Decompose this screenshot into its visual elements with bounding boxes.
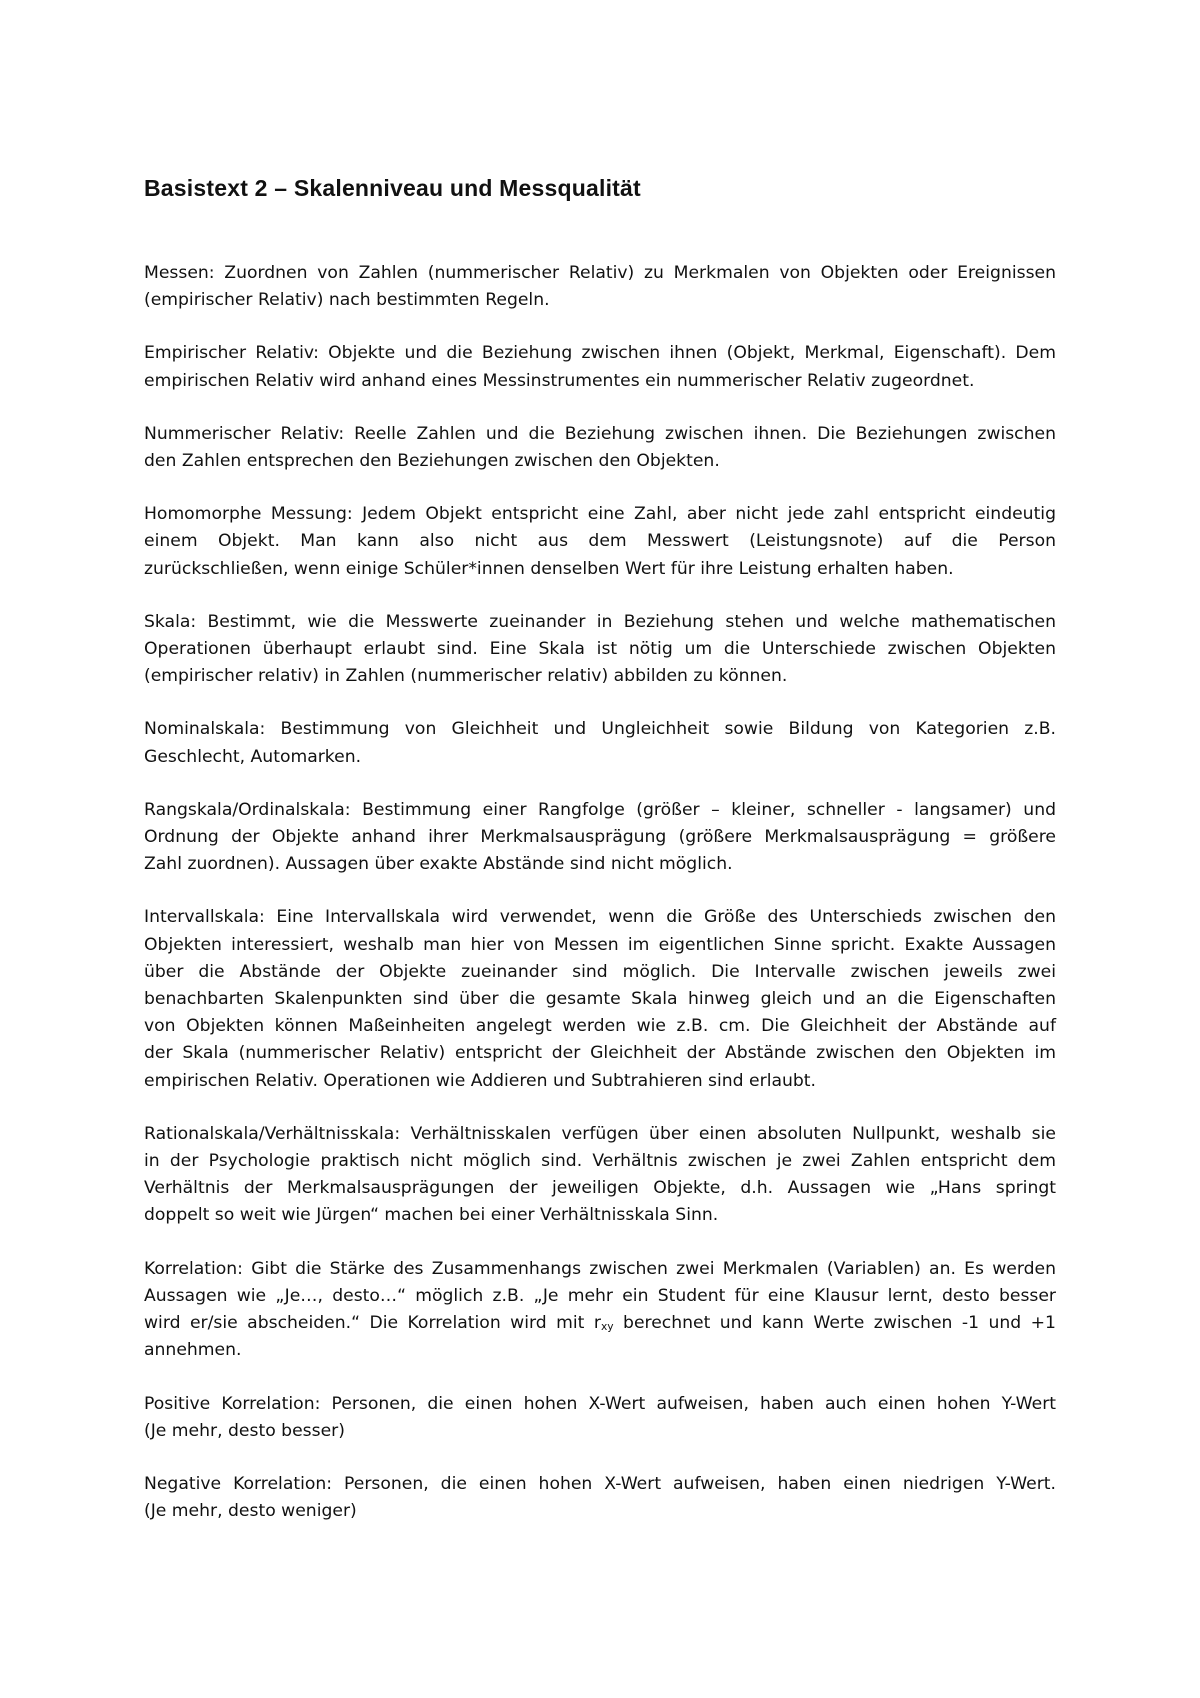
- text-line: Operationen überhaupt erlaubt sind. Eine Skala ist nötig um die Unterschiede zwischen Objekten: [144, 639, 1056, 660]
- text-line: Messen: Zuordnen von Zahlen (nummerischer Relativ) zu Merkmalen von Objekten oder Ereignissen: [144, 263, 1056, 283]
- text-line: Nummerischer Relativ: Reelle Zahlen und die Beziehung zwischen ihnen. Die Beziehungen zwischen: [144, 423, 1056, 444]
- text-line: Homomorphe Messung: Jedem Objekt entspricht eine Zahl, aber nicht jede zahl entspricht eindeutig: [144, 504, 1056, 525]
- paragraph-rangskala: [144, 797, 1056, 879]
- text-line: doppelt so weit wie Jürgen“ machen bei einer Verhältnisskala Sinn.: [144, 1205, 719, 1226]
- paragraph-empirischer-relativ: [144, 340, 1056, 394]
- text-line: Aussagen wie „Je…, desto…“ möglich z.B. „Je mehr ein Student für eine Klausur lernt, desto besser: [144, 1285, 1056, 1306]
- text-line: in der Psychologie praktisch nicht möglich sind. Verhältnis zwischen je zwei Zahlen entspricht dem: [144, 1151, 1056, 1172]
- paragraph-homomorphe-messung: [144, 501, 1056, 583]
- text-line: der Skala (nummerischer Relativ) entspricht der Gleichheit der Abstände zwischen den Objekten im: [144, 1043, 1056, 1064]
- text-line: empirischen Relativ. Operationen wie Addieren und Subtrahieren sind erlaubt.: [144, 1070, 817, 1091]
- paragraph-intervallskala: [144, 904, 1056, 1094]
- paragraph-nominalskala: [144, 716, 1056, 770]
- text-line-correlation-formula: [144, 1310, 1056, 1337]
- paragraph-messen: [144, 260, 1056, 314]
- text-line: Objekten interessiert, weshalb man hier von Messen im eigentlichen Sinne spricht. Exakte Aussagen: [144, 934, 1056, 955]
- text-line: (Je mehr, desto besser): [144, 1420, 345, 1441]
- paragraph-positive-korrelation: [144, 1391, 1056, 1445]
- paragraph-skala: [144, 609, 1056, 691]
- text-line: Korrelation: Gibt die Stärke des Zusammenhangs zwischen zwei Merkmalen (Variablen) an. Es werden: [144, 1258, 1056, 1279]
- document-title: Basistext 2 – Skalenniveau und Messqualität: [144, 175, 641, 201]
- text-line: Ordnung der Objekte anhand ihrer Merkmalsausprägung (größere Merkmalsausprägung = größere: [144, 827, 1056, 848]
- text-line: zurückschließen, wenn einige Schüler*innen denselben Wert für ihre Leistung erhalten haben.: [144, 558, 954, 579]
- subscript-xy: xy: [600, 1320, 614, 1333]
- text-line: Skala: Bestimmt, wie die Messwerte zueinander in Beziehung stehen und welche mathematischen: [144, 611, 1056, 632]
- text-line: Verhältnis der Merkmalsausprägungen der jeweiligen Objekte, d.h. Aussagen wie „Hans springt: [144, 1178, 1056, 1199]
- text-line: über die Abstände der Objekte zueinander sind möglich. Die Intervalle zwischen jeweils zwei: [144, 961, 1056, 982]
- text-line: (empirischer Relativ) nach bestimmten Regeln.: [144, 290, 550, 311]
- text-line: Empirischer Relativ: Objekte und die Beziehung zwischen ihnen (Objekt, Merkmal, Eigenschaft). Dem: [144, 343, 1056, 364]
- text-segment: wird er/sie abscheiden.“ Die Korrelation wird mit r: [144, 1313, 601, 1334]
- paragraph-negative-korrelation: [144, 1471, 1056, 1525]
- text-line: einem Objekt. Man kann also nicht aus dem Messwert (Leistungsnote) auf die Person: [144, 531, 1056, 552]
- text-line: (Je mehr, desto weniger): [144, 1501, 357, 1522]
- text-line: annehmen.: [144, 1340, 242, 1361]
- text-line: empirischen Relativ wird anhand eines Messinstrumentes ein nummerischer Relativ zugeordnet.: [144, 370, 975, 391]
- text-line: Geschlecht, Automarken.: [144, 746, 362, 767]
- paragraph-korrelation: [144, 1256, 1056, 1365]
- text-line: den Zahlen entsprechen den Beziehungen zwischen den Objekten.: [144, 451, 720, 472]
- text-line: Nominalskala: Bestimmung von Gleichheit und Ungleichheit sowie Bildung von Kategorien z.B.: [144, 719, 1056, 740]
- text-line: Rationalskala/Verhältnisskala: Verhältnisskalen verfügen über einen absoluten Nullpunkt, weshalb sie: [144, 1123, 1056, 1144]
- text-line: Rangskala/Ordinalskala: Bestimmung einer Rangfolge (größer – kleiner, schneller - langsamer) und: [144, 799, 1056, 820]
- text-line: von Objekten können Maßeinheiten angelegt werden wie z.B. cm. Die Gleichheit der Abstände auf: [144, 1016, 1056, 1037]
- document-content: [144, 172, 1056, 1525]
- text-line: (empirischer relativ) in Zahlen (nummerischer relativ) abbilden zu können.: [144, 666, 788, 687]
- text-line: Zahl zuordnen). Aussagen über exakte Abstände sind nicht möglich.: [144, 854, 733, 875]
- text-line: Positive Korrelation: Personen, die einen hohen X-Wert aufweisen, haben auch einen hohen Y-Wert: [144, 1393, 1056, 1414]
- text-segment: berechnet und kann Werte zwischen -1 und +1: [613, 1313, 1056, 1334]
- text-line: Negative Korrelation: Personen, die einen hohen X-Wert aufweisen, haben einen niedrigen Y-Wert.: [144, 1473, 1056, 1494]
- paragraph-nummerischer-relativ: [144, 421, 1056, 475]
- text-line: Intervallskala: Eine Intervallskala wird verwendet, wenn die Größe des Unterschieds zwischen den: [144, 907, 1056, 928]
- text-line: benachbarten Skalenpunkten sind über die gesamte Skala hinweg gleich und an die Eigenschaften: [144, 989, 1056, 1010]
- paragraph-rationalskala: [144, 1121, 1056, 1230]
